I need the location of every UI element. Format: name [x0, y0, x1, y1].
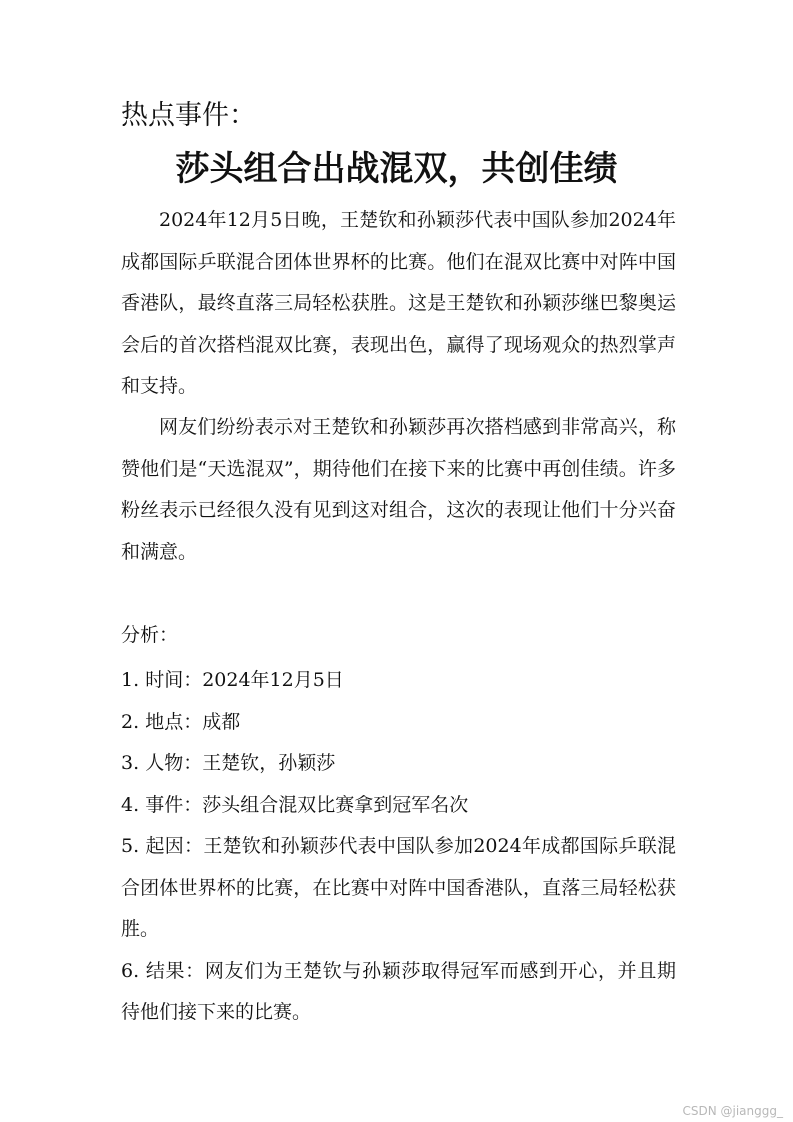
paragraph-text: 2024年12月5日晚，王楚钦和孙颖莎代表中国队参加2024年成都国际乒联混合团体世界杯的比赛。他们在混双比赛中对阵中国香港队，最终直落三局轻松获胜。这是王楚钦和孙颖莎继巴黎奥运会后的首次搭档混双比赛，表现出色，赢得了现场观众的热烈掌声和支持。 — [121, 209, 676, 397]
analysis-item — [121, 660, 676, 702]
section-heading: 热点事件： — [121, 100, 256, 131]
analysis-item — [121, 951, 676, 1034]
item-text: 起因：王楚钦和孙颖莎代表中国队参加2024年成都国际乒联混合团体世界杯的比赛，在比赛中对阵中国香港队，直落三局轻松获胜。 — [121, 835, 676, 940]
item-text: 地点：成都 — [145, 710, 241, 733]
csdn-watermark: CSDN @jianggg_ — [682, 1104, 783, 1118]
analysis-title: 分析： — [121, 624, 179, 646]
paragraph-2 — [121, 407, 676, 573]
item-number: 3. — [121, 752, 140, 774]
item-number: 4. — [121, 793, 140, 816]
paragraph-text: 网友们纷纷表示对王楚钦和孙颖莎再次搭档感到非常高兴，称赞他们是“天选混双”，期待他们在接下来的比赛中再创佳绩。许多粉丝表示已经很久没有见到这对组合，这次的表现让他们十分兴奋和满意。 — [121, 416, 676, 563]
paragraph-1 — [121, 200, 676, 408]
analysis-item — [121, 785, 676, 827]
item-number: 1. — [121, 669, 140, 691]
analysis-list — [121, 660, 676, 1034]
analysis-item — [121, 702, 676, 744]
item-text: 时间：2024年12月5日 — [145, 669, 344, 691]
item-text: 人物：王楚钦，孙颖莎 — [145, 752, 336, 774]
article-title: 莎头组合出战混双，共创佳绩 — [175, 149, 618, 189]
item-number: 2. — [121, 710, 140, 733]
item-text: 事件：莎头组合混双比赛拿到冠军名次 — [145, 793, 469, 816]
item-number: 5. — [121, 835, 140, 857]
analysis-item — [121, 826, 676, 951]
item-number: 6. — [121, 959, 140, 982]
item-text: 结果：网友们为王楚钦与孙颖莎取得冠军而感到开心，并且期待他们接下来的比赛。 — [121, 959, 676, 1023]
analysis-item — [121, 743, 676, 785]
